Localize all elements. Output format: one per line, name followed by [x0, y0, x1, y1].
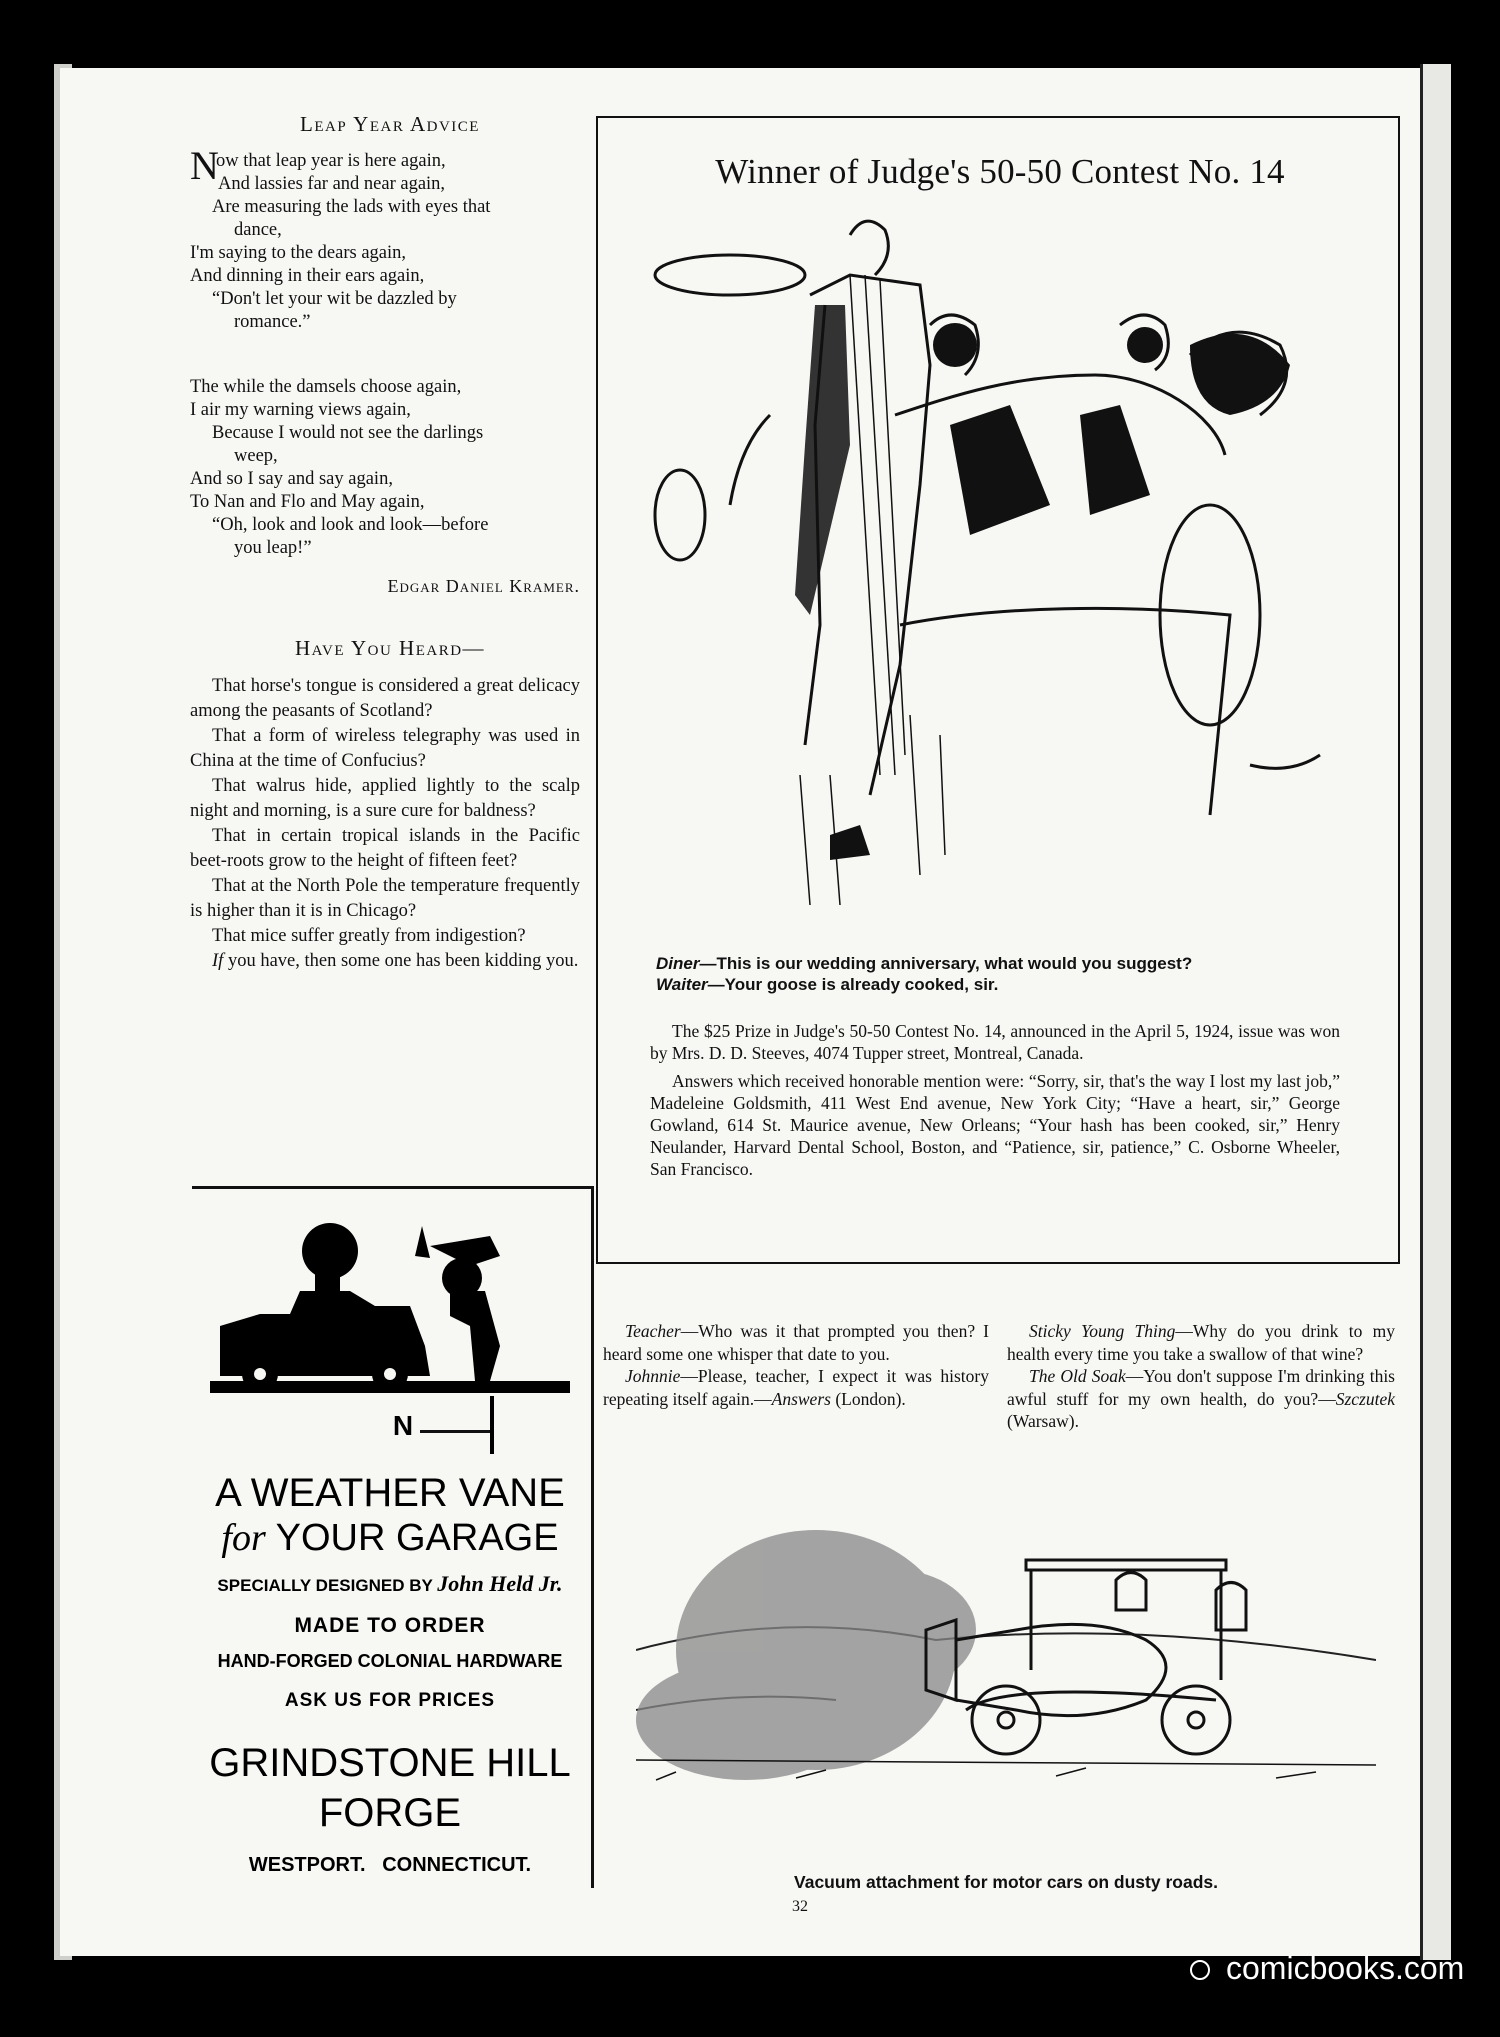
compass-north-letter: N	[392, 1410, 414, 1441]
joke-old-soak	[1007, 1320, 1395, 1433]
ad-line-location: WESTPORT. CONNECTICUT.	[248, 1854, 532, 1876]
heard-body	[190, 674, 580, 974]
contest-caption	[656, 953, 1376, 995]
heard-paragraph: That horse's tongue is considered a great delicacy among the peasants of Scotland?	[190, 676, 580, 721]
ad-right-rule	[591, 1186, 594, 1888]
heard-paragraph: That mice suffer greatly from indigestion?	[212, 926, 526, 946]
contest-title: Winner of Judge's 50-50 Contest No. 14	[715, 152, 1285, 191]
ad-line-weather-vane: A WEATHER VANE	[215, 1471, 565, 1515]
compass-arm	[420, 1430, 490, 1433]
poem-title: Leap Year Advice	[300, 112, 480, 136]
heard-paragraph: That in certain tropical islands in the Pacific beet-roots grow to the height of fifteen feet?	[190, 826, 580, 871]
poem-author: Edgar Daniel Kramer.	[387, 576, 580, 596]
heard-paragraph: That walrus hide, applied lightly to the scalp night and morning, is a sure cure for baldness?	[190, 776, 580, 821]
ad-line-made-to-order: MADE TO ORDER	[294, 1614, 486, 1637]
joke-soak-line: The Old Soak—You don't suppose I'm drinking this awful stuff for my own health, do you?—Szczutek (Warsaw).	[1007, 1366, 1395, 1431]
waiter-line: Waiter—Your goose is already cooked, sir.	[656, 975, 999, 994]
watermark-circle-icon	[1190, 1960, 1210, 1980]
ad-top-rule	[192, 1186, 594, 1189]
ad-line-forge: FORGE	[318, 1791, 462, 1835]
heard-title: Have You Heard—	[294, 636, 486, 660]
ad-line-grindstone: GRINDSTONE HILL	[209, 1741, 571, 1785]
joke-teacher-line: Teacher—Who was it that prompted you then? I heard some one whisper that date to you.	[603, 1321, 989, 1364]
heard-paragraph: That a form of wireless telegraphy was used in China at the time of Confucius?	[190, 726, 580, 771]
ad-line-designed-by: SPECIALLY DESIGNED BY John Held Jr.	[217, 1571, 563, 1596]
vacuum-car-cartoon	[636, 1510, 1376, 1870]
joke-teacher	[603, 1320, 989, 1410]
cartoon-caption: Vacuum attachment for motor cars on dusty roads.	[794, 1872, 1218, 1892]
prize-paragraph: The $25 Prize in Judge's 50-50 Contest No. 14, announced in the April 5, 1924, issue was won by Mrs. D. D. Steeves, 4074 Tupper street, Montreal, Canada.	[650, 1021, 1340, 1063]
ad-line-prices: ASK US FOR PRICES	[284, 1690, 496, 1711]
joke-source: Szczutek	[1335, 1388, 1395, 1409]
poem-stanza-2: The while the damsels choose again, I air my warning views again, Because I would not see the darlings weep, And so I say and say again, To Nan and Flo and May again, “Oh, look and look and look—before you leap!”	[190, 377, 489, 558]
poem-drop-cap: N	[190, 143, 219, 188]
honorable-mention-paragraph: Answers which received honorable mention were: “Sorry, sir, that's the way I lost my last job,” Madeleine Goldsmith, 411 West End avenue, New York City; “Have a heart, sir,” George Gowland, 614 St. Maurice avenue, New Orleans; “Your hash has been cooked, sir,” Henry Neulander, Harvard Dental School, Boston, and “Patience, sir, patience,” C. Osborne Wheeler, San Francisco.	[650, 1071, 1340, 1179]
joke-johnnie-line: Johnnie—Please, teacher, I expect it was history repeating itself again.—Answers (London).	[603, 1366, 989, 1409]
joke-source: Answers	[771, 1388, 831, 1409]
poem-stanza-1: N ow that leap year is here again, And lassies far and near again, Are measuring the lads with eyes that dance, I'm saying to the dears again, And dinning in their ears again, “Don't let your wit be dazzled by romance.”	[190, 143, 491, 332]
heard-closing: If you have, then some one has been kidding you.	[212, 951, 579, 971]
page-number: 32	[792, 1898, 808, 1915]
contest-results	[650, 1020, 1340, 1180]
heard-paragraph: That at the North Pole the temperature frequently is higher than it is in Chicago?	[190, 876, 580, 921]
ad-line-hardware: HAND-FORGED COLONIAL HARDWARE	[217, 1651, 563, 1671]
designer-signature: John Held Jr.	[437, 1571, 563, 1596]
joke-sticky-line: Sticky Young Thing—Why do you drink to my health every time you take a swallow of that wine?	[1007, 1321, 1395, 1364]
waiter-label: Waiter	[656, 975, 708, 994]
watermark: comicbooks.com	[1226, 1950, 1465, 1986]
diner-line: Diner—This is our wedding anniversary, what would you suggest?	[656, 954, 1193, 973]
diner-label: Diner	[656, 954, 700, 973]
page-edge-right	[1420, 64, 1451, 1960]
ad-line-garage: for YOUR GARAGE	[221, 1517, 559, 1559]
restaurant-illustration	[650, 215, 1350, 915]
